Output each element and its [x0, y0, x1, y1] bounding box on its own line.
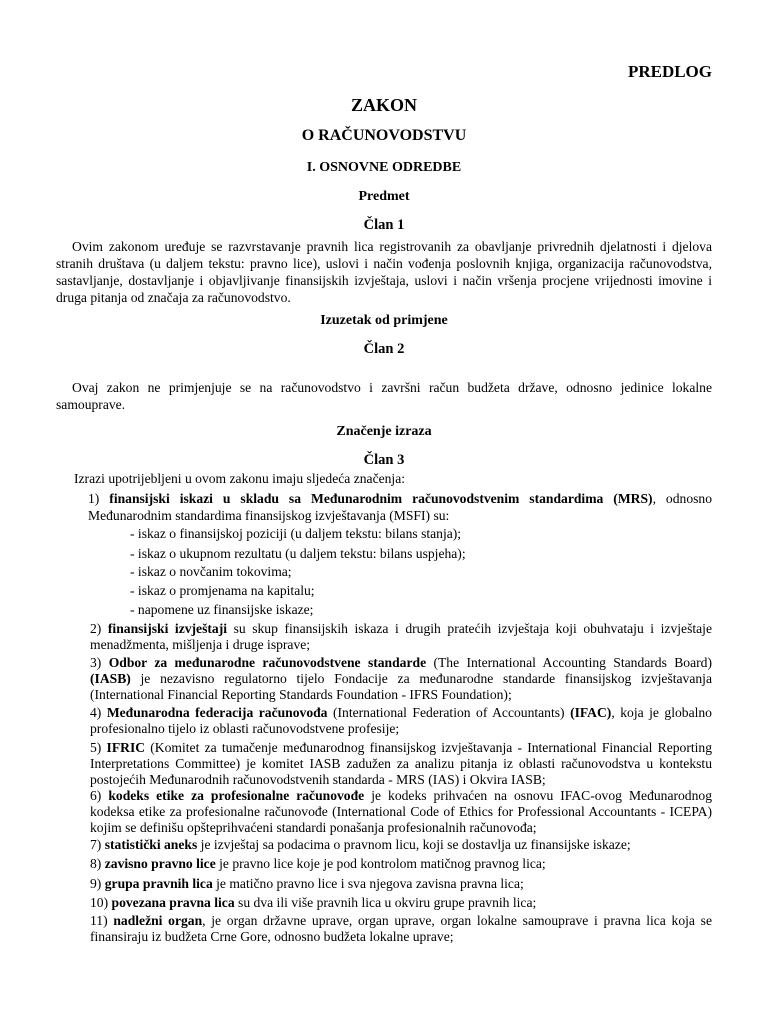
sub-item-3: - iskaz o novčanim tokovima;	[130, 564, 292, 579]
item-definition: je matično pravno lice i sva njegova zavisna pravna lica;	[212, 876, 524, 891]
article-3-intro: Izrazi upotrijebljeni u ovom zakonu imaju sljedeća značenja:	[74, 471, 406, 486]
item-english-name: (The International Accounting Standards Board)	[426, 655, 712, 670]
sub-item-5: - napomene uz finansijske iskaze;	[130, 602, 314, 617]
item-term: kodeks etike za profesionalne računovođe	[108, 788, 365, 803]
item-number: 6)	[90, 788, 102, 803]
definition-item-7	[90, 837, 712, 853]
section-heading-predmet: Predmet	[358, 189, 410, 204]
item-english-name: (International Federation of Accountants)	[327, 705, 571, 720]
section-heading-znacenje: Značenje izraza	[336, 424, 432, 439]
item-definition: , koja je globalno profesionalno tijelo iz oblasti računovodstvene profesije;	[90, 705, 712, 736]
item-definition: su dva ili više pravnih lica u okviru grupe pravnih lica;	[234, 895, 537, 910]
article-1-text: Ovim zakonom uređuje se razvrstavanje pravnih lica registrovanih za obavljanje privrednih djelatnosti i djelova stranih društava (u daljem tekstu: pravno lice), uslovi i način vođenja poslovnih knjiga, organizacija računovodstva, sastavljanje, dostavljanje i objavljivanje finansijskih izvještaja, uslovi i način vršenja procjene vrijednosti imovine i druga pitanja od značaja za računovodstvo.	[56, 239, 712, 305]
item-number: 2)	[90, 621, 102, 636]
item-term: Odbor za međunarodne računovodstvene standarde	[108, 655, 427, 670]
item-term: grupa pravnih lica	[104, 876, 213, 891]
item-definition: je nezavisno regulatorno tijelo Fondacije za međunarodne standarde finansijskog izvještavanja (International Financial Reporting Standards Foundation - IFRS Foundation);	[90, 671, 712, 702]
definition-item-6	[90, 788, 712, 836]
section-heading-izuzetak: Izuzetak od primjene	[320, 313, 448, 328]
item-term: IFRIC	[106, 740, 146, 755]
article-3-heading: Član 3	[363, 452, 405, 468]
definition-item-2	[90, 621, 712, 653]
definition-item-5	[90, 740, 712, 788]
item-number: 10)	[90, 895, 109, 910]
item-term: Međunarodna federacija računovođa	[106, 705, 328, 720]
definition-item-3	[90, 655, 712, 703]
item-term: zavisno pravno lice	[104, 856, 216, 871]
sub-item-2: - iskaz o ukupnom rezultatu (u daljem tekstu: bilans uspjeha);	[130, 546, 466, 561]
item-definition: je izvještaj sa podacima o pravnom licu, koji se dostavlja uz finansijske iskaze;	[197, 837, 631, 852]
item-definition: je pravno lice koje je pod kontrolom matičnog pravnog lica;	[215, 856, 546, 871]
article-2-heading: Član 2	[363, 341, 405, 357]
item-number: 8)	[90, 856, 102, 871]
item-number: 7)	[90, 837, 102, 852]
definition-item-1	[88, 491, 712, 524]
item-number: 1)	[88, 491, 100, 506]
article-1-heading: Član 1	[363, 217, 405, 233]
item-term: finansijski iskazi u skladu sa Međunarodnim računovodstvenim standardima (MRS)	[109, 491, 653, 506]
definition-item-10	[90, 895, 712, 911]
definition-item-4	[90, 705, 712, 737]
definition-item-9	[90, 876, 712, 892]
item-term: nadležni organ	[113, 913, 203, 928]
definition-item-8	[90, 856, 712, 872]
sub-item-4: - iskaz o promjenama na kapitalu;	[130, 583, 315, 598]
item-number: 3)	[90, 655, 102, 670]
item-definition: , odnosno Međunarodnim standardima finansijskog izvještavanja (MSFI) su:	[88, 491, 712, 523]
item-term: finansijski izvještaji	[107, 621, 227, 636]
law-title: ZAKON	[350, 95, 417, 115]
article-2-text: Ovaj zakon ne primjenjuje se na računovodstvo i završni račun budžeta države, odnosno jedinice lokalne samouprave.	[56, 380, 712, 412]
definition-item-11	[90, 913, 712, 945]
item-abbreviation: (IASB)	[90, 671, 131, 686]
item-abbreviation: (IFAC)	[570, 705, 612, 720]
item-definition: je kodeks prihvaćen na osnovu IFAC-ovog Međunarodnog kodeksa etike za profesionalne računovođe (International Code of Ethics for Professional Accountants - ICEPA) kojim se definišu opšteprihvaćeni standardi ponašanja profesionalnih računovođa;	[90, 788, 712, 835]
item-number: 11)	[90, 913, 108, 928]
sub-item-1: - iskaz o finansijskoj poziciji (u daljem tekstu: bilans stanja);	[130, 526, 462, 541]
item-definition: , je organ državne uprave, organ uprave, organ lokalne samouprave i pravna lica koja se finansiraju iz budžeta Crne Gore, odnosno budžeta lokalne uprave;	[90, 913, 712, 944]
item-term: statistički aneks	[104, 837, 198, 852]
proposal-label: PREDLOG	[627, 62, 712, 81]
law-subtitle: O RAČUNOVODSTVU	[301, 127, 467, 144]
item-number: 5)	[90, 740, 102, 755]
item-term: povezana pravna lica	[111, 895, 235, 910]
item-number: 4)	[90, 705, 102, 720]
item-definition: (Komitet za tumačenje međunarodnog finansijskog izvještavanja - International Financial Reporting Interpretations Committee) je komitet IASB zadužen za analizu pitanja iz oblasti računovodstva u kontekstu postojećih Međunarodnih računovodstvenih standarda - MRS (IAS) i Okvira IASB;	[90, 740, 712, 787]
part-heading: I. OSNOVNE ODREDBE	[306, 160, 462, 175]
item-definition: su skup finansijskih iskaza i drugih pratećih izvještaja koji obuhvataju i izvještaje menadžmenta, mišljenja i druge isprave;	[90, 621, 712, 652]
item-number: 9)	[90, 876, 102, 891]
